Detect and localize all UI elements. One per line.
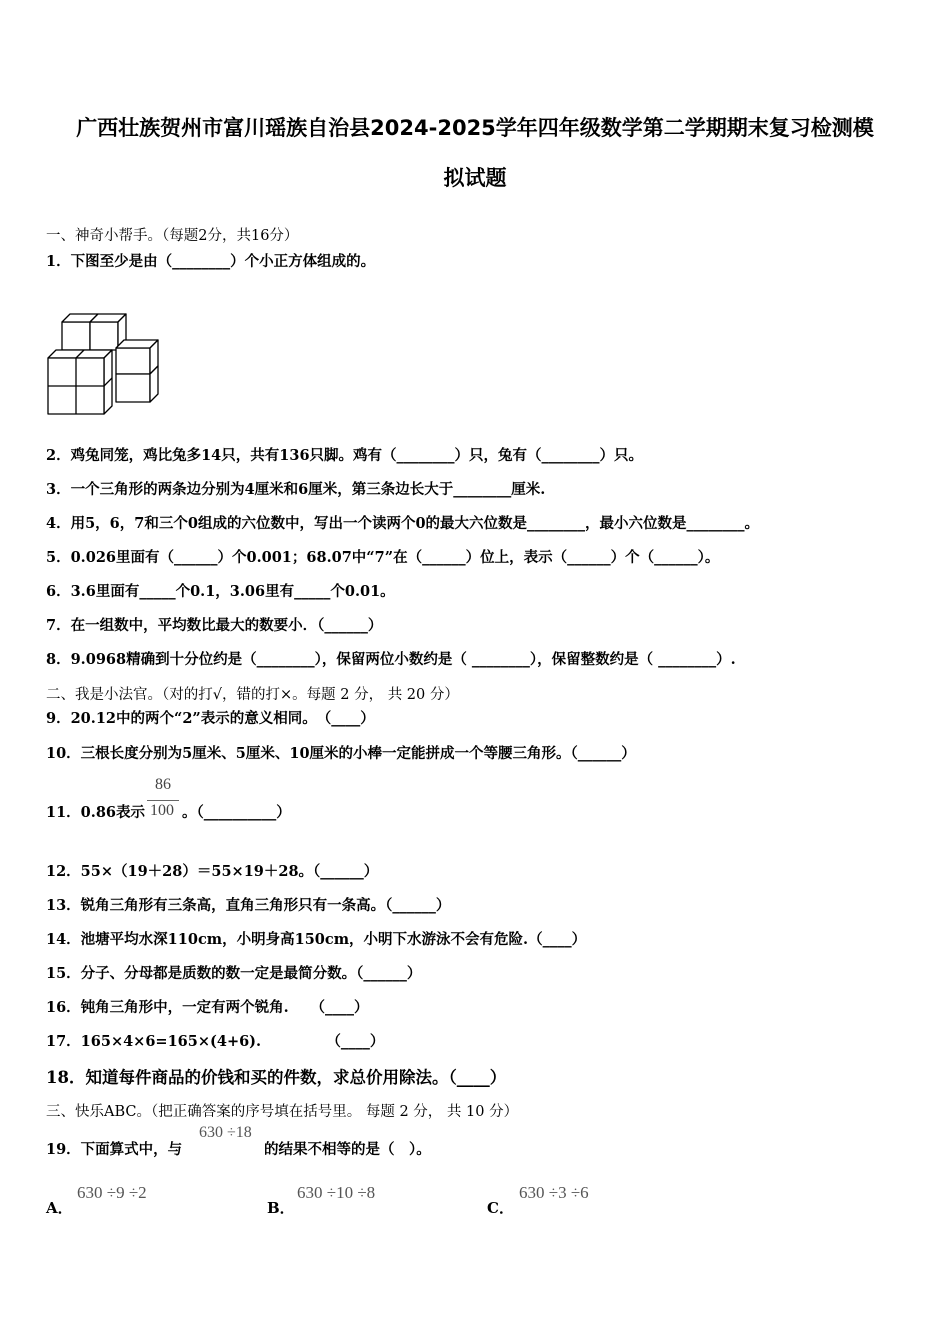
question-14: 14．池塘平均水深110cm，小明身高150cm，小明下水游泳不会有危险.（____） bbox=[46, 931, 587, 948]
question-13: 13．锐角三角形有三条高，直角三角形只有一条高。（______） bbox=[46, 897, 451, 914]
option-b-expression: 630 ÷10 ÷8 bbox=[297, 1183, 376, 1202]
question-3: 3．一个三角形的两条边分别为4厘米和6厘米，第三条边长大于________厘米. bbox=[46, 481, 546, 498]
question-7: 7．在一组数中，平均数比最大的数要小．（______） bbox=[46, 617, 383, 634]
question-17: 17．165×4×6=165×(4+6). （____） bbox=[46, 1033, 385, 1050]
question-2: 2．鸡兔同笼，鸡比兔多14只，共有136只脚。鸡有（________）只，兔有（________）只。 bbox=[46, 447, 644, 464]
question-18: 18．知道每件商品的价钱和买的件数，求总价用除法。（____） bbox=[46, 1068, 507, 1087]
cube-top-left bbox=[62, 322, 90, 350]
section-3-heading: 三、快乐ABC。（把正确答案的序号填在括号里。 每题 2 分， 共 10 分） bbox=[46, 1104, 519, 1120]
question-16: 16．钝角三角形中，一定有两个锐角. （____） bbox=[46, 999, 369, 1016]
fraction-numerator: 86 bbox=[155, 776, 171, 793]
option-a-expression: 630 ÷9 ÷2 bbox=[77, 1183, 147, 1202]
question-1: 1．下图至少是由（________）个小正方体组成的。 bbox=[46, 253, 376, 270]
question-15: 15．分子、分母都是质数的数一定是最简分数。（______） bbox=[46, 965, 422, 982]
question-12: 12．55×（19＋28）＝55×19＋28。（______） bbox=[46, 863, 379, 880]
question-6: 6．3.6里面有_____个0.1，3.06里有_____个0.01。 bbox=[46, 583, 395, 600]
option-c-expression: 630 ÷3 ÷6 bbox=[519, 1183, 589, 1202]
question-5: 5．0.026里面有（______）个0.001；68.07中“7”在（______）位上，表示（______）个（______）。 bbox=[46, 549, 720, 566]
fraction-bar bbox=[147, 800, 179, 801]
option-a-label[interactable]: A． bbox=[46, 1199, 73, 1217]
cube-right-upper bbox=[116, 348, 150, 374]
section-2-heading: 二、我是小法官。（对的打√，错的打×。每题 2 分， 共 20 分） bbox=[46, 687, 459, 703]
question-9: 9．20.12中的两个“2”表示的意义相同。 （____） bbox=[46, 710, 375, 727]
cube-right-lower bbox=[116, 374, 150, 402]
section-1-heading: 一、神奇小帮手。（每题2分，共16分） bbox=[46, 228, 299, 244]
page-title-line1: 广西壮族贺州市富川瑶族自治县2024-2025学年四年级数学第二学期期末复习检测模 bbox=[76, 116, 874, 140]
option-c-label[interactable]: C． bbox=[487, 1199, 514, 1217]
question-19-suffix: 的结果不相等的是（ ）。 bbox=[264, 1141, 431, 1158]
question-8: 8．9.0968精确到十分位约是（________），保留两位小数约是（ ________），保留整数约是（ ________）. bbox=[46, 651, 736, 668]
page-title-line2: 拟试题 bbox=[443, 166, 507, 190]
question-10: 10．三根长度分别为5厘米、5厘米、10厘米的小棒一定能拼成一个等腰三角形。（______） bbox=[46, 745, 636, 762]
question-4: 4．用5，6，7和三个0组成的六位数中，写出一个读两个0的最大六位数是________，最小六位数是________。 bbox=[46, 515, 760, 532]
cube-figure bbox=[46, 310, 162, 418]
option-b-label[interactable]: B． bbox=[267, 1199, 295, 1217]
fraction-denominator: 100 bbox=[150, 802, 174, 819]
cube-top-right bbox=[90, 322, 118, 350]
question-19-prefix: 19．下面算式中，与 bbox=[46, 1141, 183, 1158]
question-11-suffix: 。（__________） bbox=[182, 804, 291, 821]
question-19-expression: 630 ÷18 bbox=[199, 1124, 252, 1141]
question-11-prefix: 11．0.86表示 bbox=[46, 804, 145, 821]
